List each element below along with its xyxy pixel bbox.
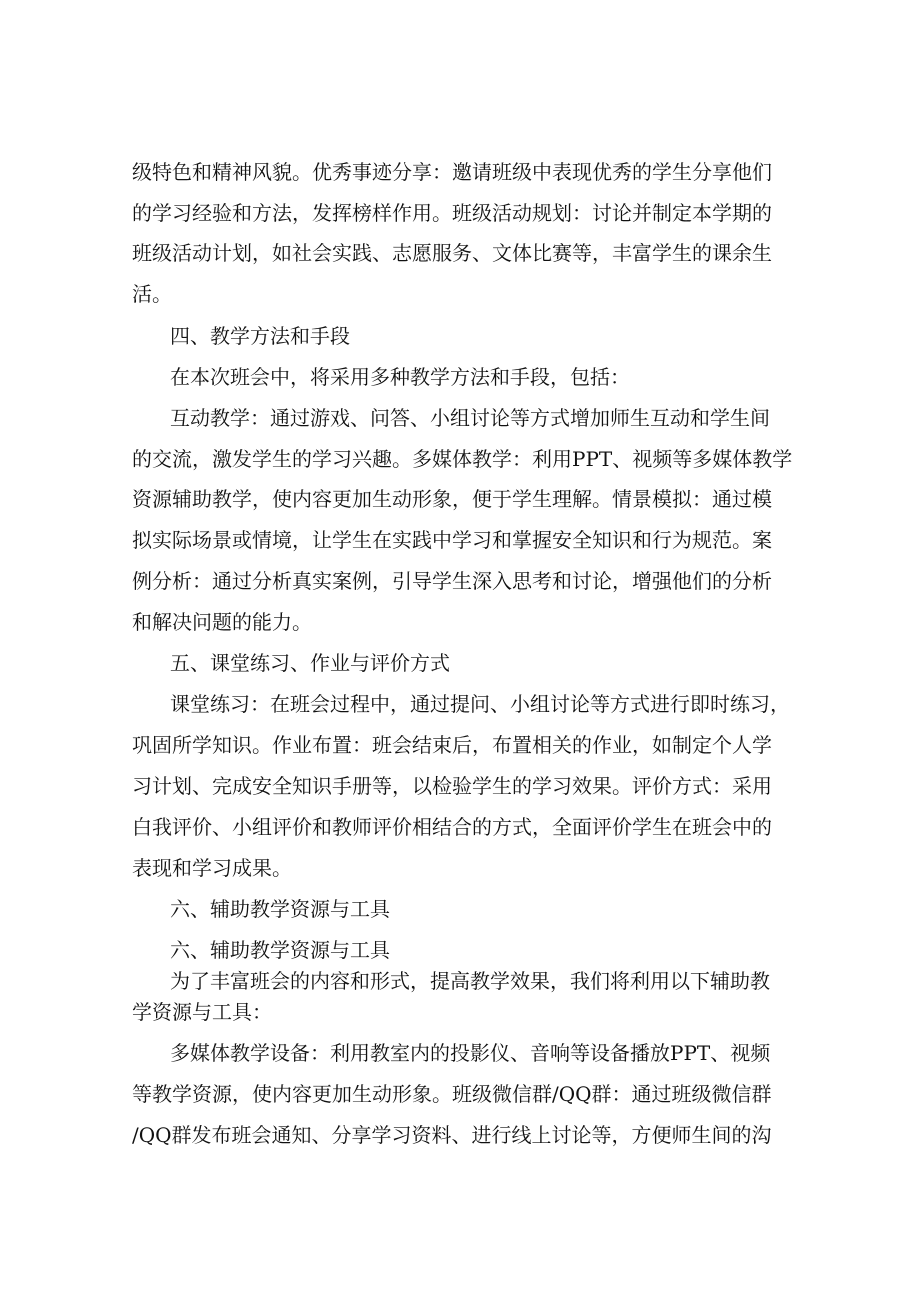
section-heading-6: 六、辅助教学资源与工具 bbox=[170, 897, 390, 921]
body-text-line: 和解决问题的能力。 bbox=[132, 610, 312, 634]
body-text-line: 的学习经验和方法，发挥榜样作用。班级活动规划：讨论并制定本学期的 bbox=[132, 201, 772, 225]
body-text-line: 学资源与工具： bbox=[132, 1000, 272, 1024]
body-text-line: /QQ群发布班会通知、分享学习资料、进行线上讨论等，方便师生间的沟 bbox=[132, 1123, 772, 1147]
body-text-line: 级特色和精神风貌。优秀事迹分享：邀请班级中表现优秀的学生分享他们 bbox=[132, 160, 772, 184]
body-text-line: 习计划、完成安全知识手册等，以检验学生的学习效果。评价方式：采用 bbox=[132, 774, 772, 798]
body-text-line: 例分析：通过分析真实案例，引导学生深入思考和讨论，增强他们的分析 bbox=[132, 569, 772, 593]
body-text-line: 多媒体教学设备：利用教室内的投影仪、音响等设备播放PPT、视频 bbox=[170, 1041, 771, 1065]
body-text-line: 活。 bbox=[132, 282, 172, 306]
section-heading-5: 五、课堂练习、作业与评价方式 bbox=[170, 651, 450, 675]
body-text-line: 的交流，激发学生的学习兴趣。多媒体教学：利用PPT、视频等多媒体教学 bbox=[132, 447, 793, 471]
section-heading-6-repeat: 六、辅助教学资源与工具 bbox=[170, 938, 390, 962]
section-heading-4: 四、教学方法和手段 bbox=[170, 324, 350, 348]
body-text-line: 巩固所学知识。作业布置：班会结束后，布置相关的作业，如制定个人学 bbox=[132, 733, 772, 757]
body-text-line: 表现和学习成果。 bbox=[132, 856, 292, 880]
body-text-line: 为了丰富班会的内容和形式，提高教学效果，我们将利用以下辅助教 bbox=[170, 969, 770, 993]
body-text-line: 班级活动计划，如社会实践、志愿服务、文体比赛等，丰富学生的课余生 bbox=[132, 241, 772, 265]
body-text-line: 等教学资源，使内容更加生动形象。班级微信群/QQ群：通过班级微信群 bbox=[132, 1082, 772, 1106]
body-text-line: 资源辅助教学，使内容更加生动形象，便于学生理解。情景模拟：通过模 bbox=[132, 487, 772, 511]
body-text-line: 在本次班会中，将采用多种教学方法和手段，包括： bbox=[170, 365, 630, 389]
body-text-line: 互动教学：通过游戏、问答、小组讨论等方式增加师生互动和学生间 bbox=[170, 406, 770, 430]
body-text-line: 拟实际场景或情境，让学生在实践中学习和掌握安全知识和行为规范。案 bbox=[132, 528, 772, 552]
body-text-line: 白我评价、小组评价和教师评价相结合的方式，全面评价学生在班会中的 bbox=[132, 815, 772, 839]
body-text-line: 课堂练习：在班会过程中，通过提问、小组讨论等方式进行即时练习， bbox=[170, 692, 790, 716]
